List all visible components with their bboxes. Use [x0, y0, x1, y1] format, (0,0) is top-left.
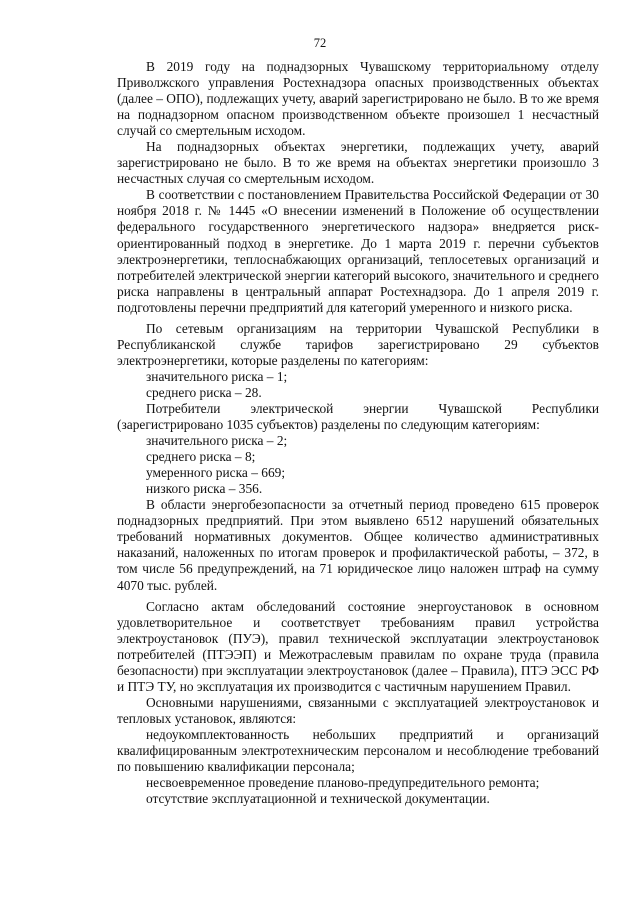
paragraph-accidents-opo: В 2019 году на поднадзорных Чувашскому территориальному отделу Приволжского управления Ростехнадзора опасных производственных объектах (далее – ОПО), подлежащих учету, аварий зарегистрировано не было. В то же время на поднадзорном опасном производственном объекте произошел 1 несчастный случай со смертельным исходом. [117, 59, 599, 139]
list-item: значительного риска – 1; [146, 368, 288, 384]
paragraph-violations-intro: Основными нарушениями, связанными с эксплуатацией электроустановок и тепловых установок, являются: [117, 694, 599, 726]
document-body [117, 59, 599, 807]
paragraph-accidents-energy: На поднадзорных объектах энергетики, подлежащих учету, аварий зарегистрировано не было. В то же время на объектах энергетики произошло 3 несчастных случая со смертельным исходом. [117, 139, 599, 187]
paragraph-risk-approach: В соответствии с постановлением Правительства Российской Федерации от 30 ноября 2018 г. № 1445 «О внесении изменений в Положение об осуществлении федерального государственного энергетического надзора» внедряется риск-ориентированный подход в энергетике. До 1 марта 2019 г. перечни субъектов электроэнергетики, теплоснабжающих организаций, теплосетевых организаций и потребителей электрической энергии категорий высокого, значительного и среднего риска направлены в центральный аппарат Ростехнадзора. До 1 апреля 2019 г. подготовлены перечни предприятий для категорий умеренного и низкого риска. [117, 187, 599, 315]
list-item: низкого риска – 356. [146, 481, 263, 497]
paragraph-inspections: В области энергобезопасности за отчетный период проведено 615 проверок поднадзорных предприятий. При этом выявлено 6512 нарушений обязательных требований нормативных документов. Общее количество административных наказаний, наложенных по итогам проверок и профилактической работы, – 372, в том числе 56 предупреждений, на 71 юридическое лицо наложен штраф на сумму 4070 тыс. рублей. [117, 497, 599, 593]
paragraph-violation-staffing: недоукомплектованность небольших предприятий и организаций квалифицированным электротехническим персоналом и несоблюдение требований по повышению квалификации персонала; [117, 726, 599, 775]
paragraph-consumers: Потребители электрической энергии Чувашской Республики (зарегистрировано 1035 субъектов) разделены по следующим категориям: [117, 400, 599, 433]
list-item: среднего риска – 8; [146, 449, 256, 465]
paragraph-violation-repair: несвоевременное проведение планово-предупредительного ремонта; [146, 775, 540, 791]
list-item: умеренного риска – 669; [146, 465, 286, 481]
list-item: среднего риска – 28. [146, 384, 262, 400]
paragraph-grid-organizations: По сетевым организациям на территории Чувашской Республики в Республиканской службе тарифов зарегистрировано 29 субъектов электроэнергетики, которые разделены по категориям: [117, 320, 599, 368]
paragraph-violation-documentation: отсутствие эксплуатационной и технической документации. [146, 791, 490, 807]
page-number: 72 [313, 36, 327, 50]
paragraph-installations-state: Согласно актам обследований состояние энергоустановок в основном удовлетворительное и соответствует требованиям правил устройства электроустановок (ПУЭ), правил технической эксплуатации электроустановок потребителей (ПТЭЭП) и Межотраслевым правилам по охране труда (правила безопасности) при эксплуатации электроустановок (далее – Правила), ПТЭ ЭСС РФ и ПТЭ ТУ, но эксплуатация их производится с частичным нарушением Правил. [117, 598, 599, 694]
list-item: значительного риска – 2; [146, 433, 288, 449]
